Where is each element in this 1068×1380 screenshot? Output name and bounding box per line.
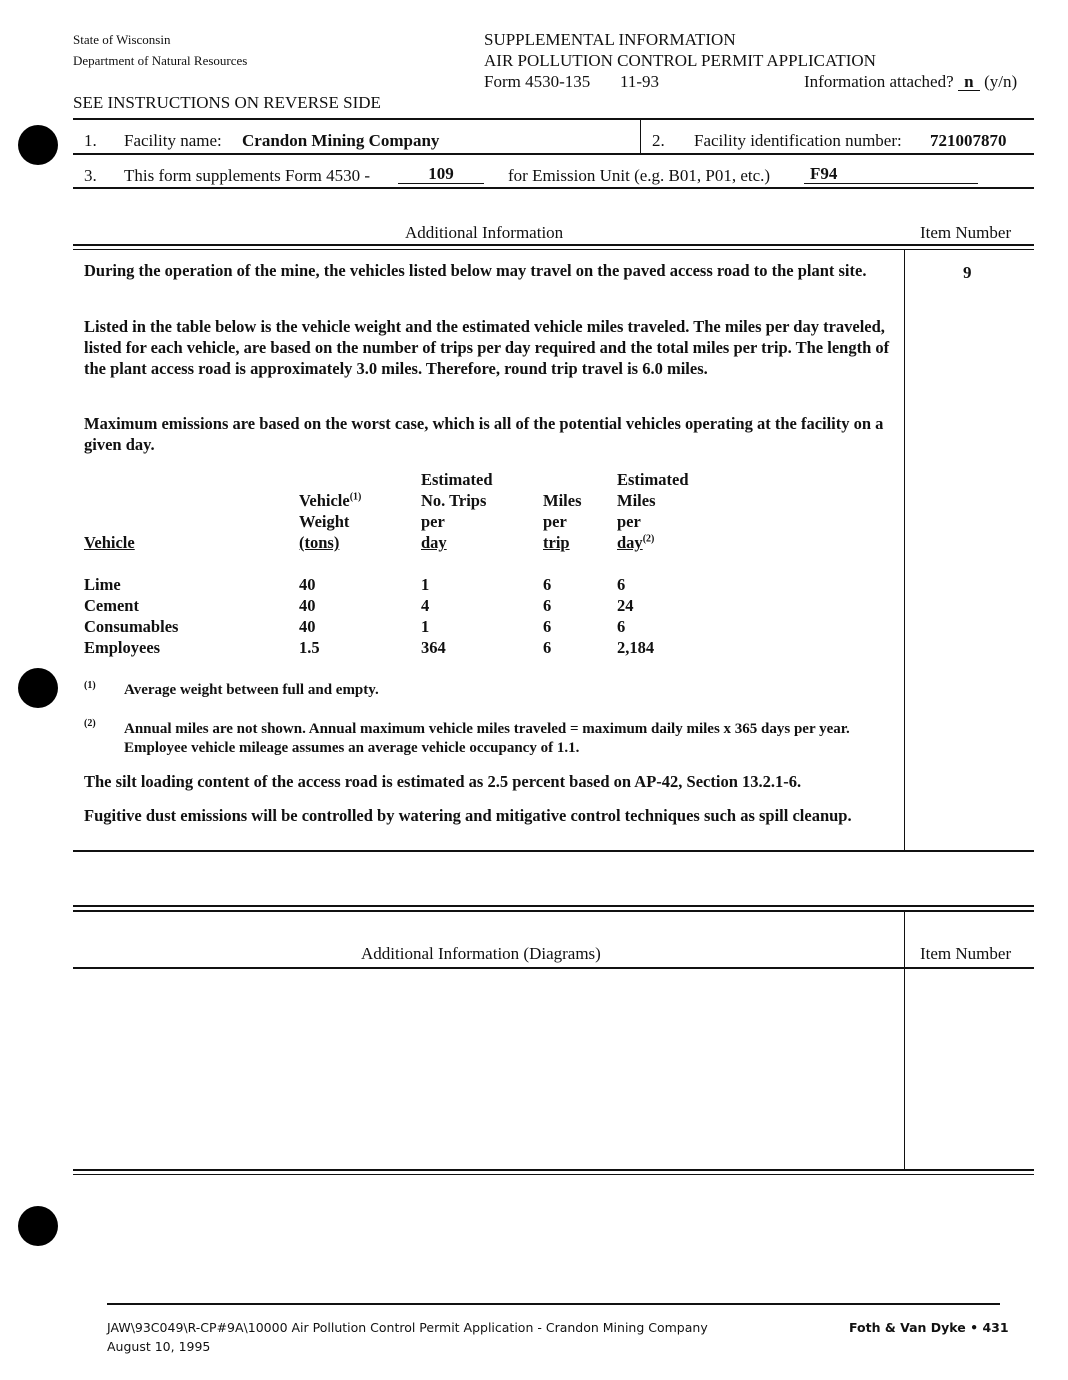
row-4-miles-per-trip: 6 — [543, 638, 552, 657]
row-2-vehicle: Cement — [84, 596, 139, 615]
header-mpt-text-3: trip — [543, 533, 570, 552]
form-title-1: SUPPLEMENTAL INFORMATION — [484, 30, 736, 49]
header-miles-per-day — [617, 469, 689, 553]
attached-label: Information attached? — [804, 72, 954, 91]
header-weight-text-1: Vehicle — [299, 491, 350, 510]
field-2-label: Facility identification number: — [694, 131, 902, 150]
footnote-2: Annual miles are not shown. Annual maximum vehicle miles traveled = maximum daily miles x 365 days per year. Employee vehicle mileage assumes an average vehicle occupancy of 1.1. — [124, 721, 850, 756]
header-weight-line — [299, 490, 361, 511]
footer-firm-name: Foth & Van Dyke — [849, 1320, 966, 1335]
section2-item-divider — [904, 912, 905, 1170]
form-revision: 11-93 — [620, 72, 660, 91]
attached-value: n — [958, 73, 980, 91]
header-vehicle-text: Vehicle — [84, 533, 135, 552]
header-mpt-text-2: per — [543, 512, 567, 531]
fields-mid-rule — [73, 153, 1034, 155]
field-3-label: This form supplements Form 4530 - — [124, 166, 371, 185]
supplemented-form: 109 — [398, 165, 484, 184]
row-1-miles-per-trip: 6 — [543, 575, 552, 594]
header-mpd-text-1: Estimated — [617, 470, 689, 489]
header-trips-text-4: day — [421, 533, 447, 552]
row-1-vehicle: Lime — [84, 575, 121, 594]
header-mpd-text-3: per — [617, 512, 641, 531]
section2-top-rule-b — [73, 910, 1034, 912]
paragraph-4: The silt loading content of the access road is estimated as 2.5 percent based on AP-42, Section 13.2.1-6. — [84, 772, 802, 791]
section1-top-rule-b — [73, 249, 1034, 250]
section1-item-divider — [904, 250, 905, 851]
form-number: Form 4530-135 — [484, 72, 591, 91]
footnote-1: Average weight between full and empty. — [124, 682, 379, 698]
header-weight — [299, 490, 361, 553]
paragraph-5: Fugitive dust emissions will be controlled by watering and mitigative control techniques such as spill cleanup. — [84, 806, 852, 825]
header-trips-text-1: Estimated — [421, 470, 493, 489]
header-trips-text-2: No. Trips — [421, 491, 487, 510]
header-mpd-text-4: day — [617, 533, 643, 552]
section-title: Additional Information — [405, 223, 564, 242]
facility-name: Crandon Mining Company — [242, 131, 440, 150]
paragraph-2: Listed in the table below is the vehicle weight and the estimated vehicle miles traveled. The miles per day traveled, listed for each vehicle, are based on the number of trips per day required and the total miles per trip. The length of the plant access road is approximately 3.0 miles. Therefore, round trip travel is 6.0 miles. — [84, 317, 890, 378]
emission-unit: F94 — [804, 165, 978, 184]
section2-bottom-rule-a — [73, 1169, 1034, 1171]
item-number: 9 — [963, 263, 972, 282]
footer-path: JAW\93C049\R-CP#9A\10000 Air Pollution Control Permit Application - Crandon Mining Company — [107, 1320, 708, 1335]
row-1-miles-per-day: 6 — [617, 575, 626, 594]
field-3-label-2: for Emission Unit (e.g. B01, P01, etc.) — [508, 166, 771, 185]
punch-hole-top — [18, 125, 58, 165]
punch-hole-bottom — [18, 1206, 58, 1246]
row-2-miles-per-trip: 6 — [543, 596, 552, 615]
row-3-weight: 40 — [299, 617, 316, 636]
paragraph-1: During the operation of the mine, the vehicles listed below may travel on the paved access road to the plant site. — [84, 261, 867, 280]
instructions-note: SEE INSTRUCTIONS ON REVERSE SIDE — [73, 93, 381, 112]
fields-divider — [640, 118, 641, 154]
field-1-label: Facility name: — [124, 131, 222, 150]
fields-top-rule — [73, 118, 1034, 120]
section1-top-rule-a — [73, 244, 1034, 246]
row-1-weight: 40 — [299, 575, 316, 594]
footer-firm — [849, 1320, 1009, 1335]
facility-id: 721007870 — [930, 131, 1007, 150]
row-2-weight: 40 — [299, 596, 316, 615]
footer-bullet: • — [970, 1320, 979, 1335]
header-trips-text-3: per — [421, 512, 445, 531]
section1-bottom-rule — [73, 850, 1034, 852]
field-2-number: 2. — [652, 131, 665, 150]
row-4-vehicle: Employees — [84, 638, 161, 657]
fields-bottom-rule — [73, 187, 1034, 189]
form-title-2: AIR POLLUTION CONTROL PERMIT APPLICATION — [484, 51, 876, 70]
field-3-number: 3. — [84, 166, 97, 185]
footnote-1-mark: (1) — [84, 680, 96, 691]
punch-hole-middle — [18, 668, 58, 708]
paragraph-3: Maximum emissions are based on the worst case, which is all of the potential vehicles operating at the facility on a given day. — [84, 414, 884, 454]
header-mpt-text-1: Miles — [543, 491, 582, 510]
header-trips — [421, 469, 493, 553]
header-mpd-text-2: Miles — [617, 491, 656, 510]
header-mpd-sup: (2) — [642, 533, 655, 545]
header-weight-text-2: Weight — [299, 512, 350, 531]
row-4-miles-per-day: 2,184 — [617, 638, 655, 657]
footer-date: August 10, 1995 — [107, 1339, 211, 1354]
section2-bottom-rule-b — [73, 1174, 1034, 1175]
section2-top-rule-a — [73, 905, 1034, 907]
item-number-header: Item Number — [920, 223, 1012, 242]
row-1-trips: 1 — [421, 575, 430, 594]
footer-page-number: 431 — [982, 1320, 1009, 1335]
section2-header-rule — [73, 967, 1034, 969]
row-3-trips: 1 — [421, 617, 430, 636]
row-3-miles-per-trip: 6 — [543, 617, 552, 636]
section2-item-header: Item Number — [920, 944, 1012, 963]
state-label: State of Wisconsin — [73, 32, 171, 47]
attached-options: (y/n) — [984, 72, 1018, 91]
header-miles-per-trip — [543, 490, 582, 553]
row-3-vehicle: Consumables — [84, 617, 179, 636]
header-weight-text-3: (tons) — [299, 533, 340, 552]
information-attached — [804, 71, 1017, 92]
row-4-trips: 364 — [421, 638, 446, 657]
field-1-number: 1. — [84, 131, 97, 150]
row-3-miles-per-day: 6 — [617, 617, 626, 636]
department-label: Department of Natural Resources — [73, 53, 248, 68]
header-weight-sup: (1) — [349, 491, 362, 503]
row-2-trips: 4 — [421, 596, 430, 615]
row-2-miles-per-day: 24 — [617, 596, 634, 615]
header-mpd-line-4 — [617, 532, 689, 553]
row-4-weight: 1.5 — [299, 638, 320, 657]
section2-title: Additional Information (Diagrams) — [361, 944, 601, 963]
header-vehicle — [84, 532, 135, 553]
footer-rule — [107, 1303, 1000, 1305]
footnote-2-mark: (2) — [84, 718, 96, 729]
